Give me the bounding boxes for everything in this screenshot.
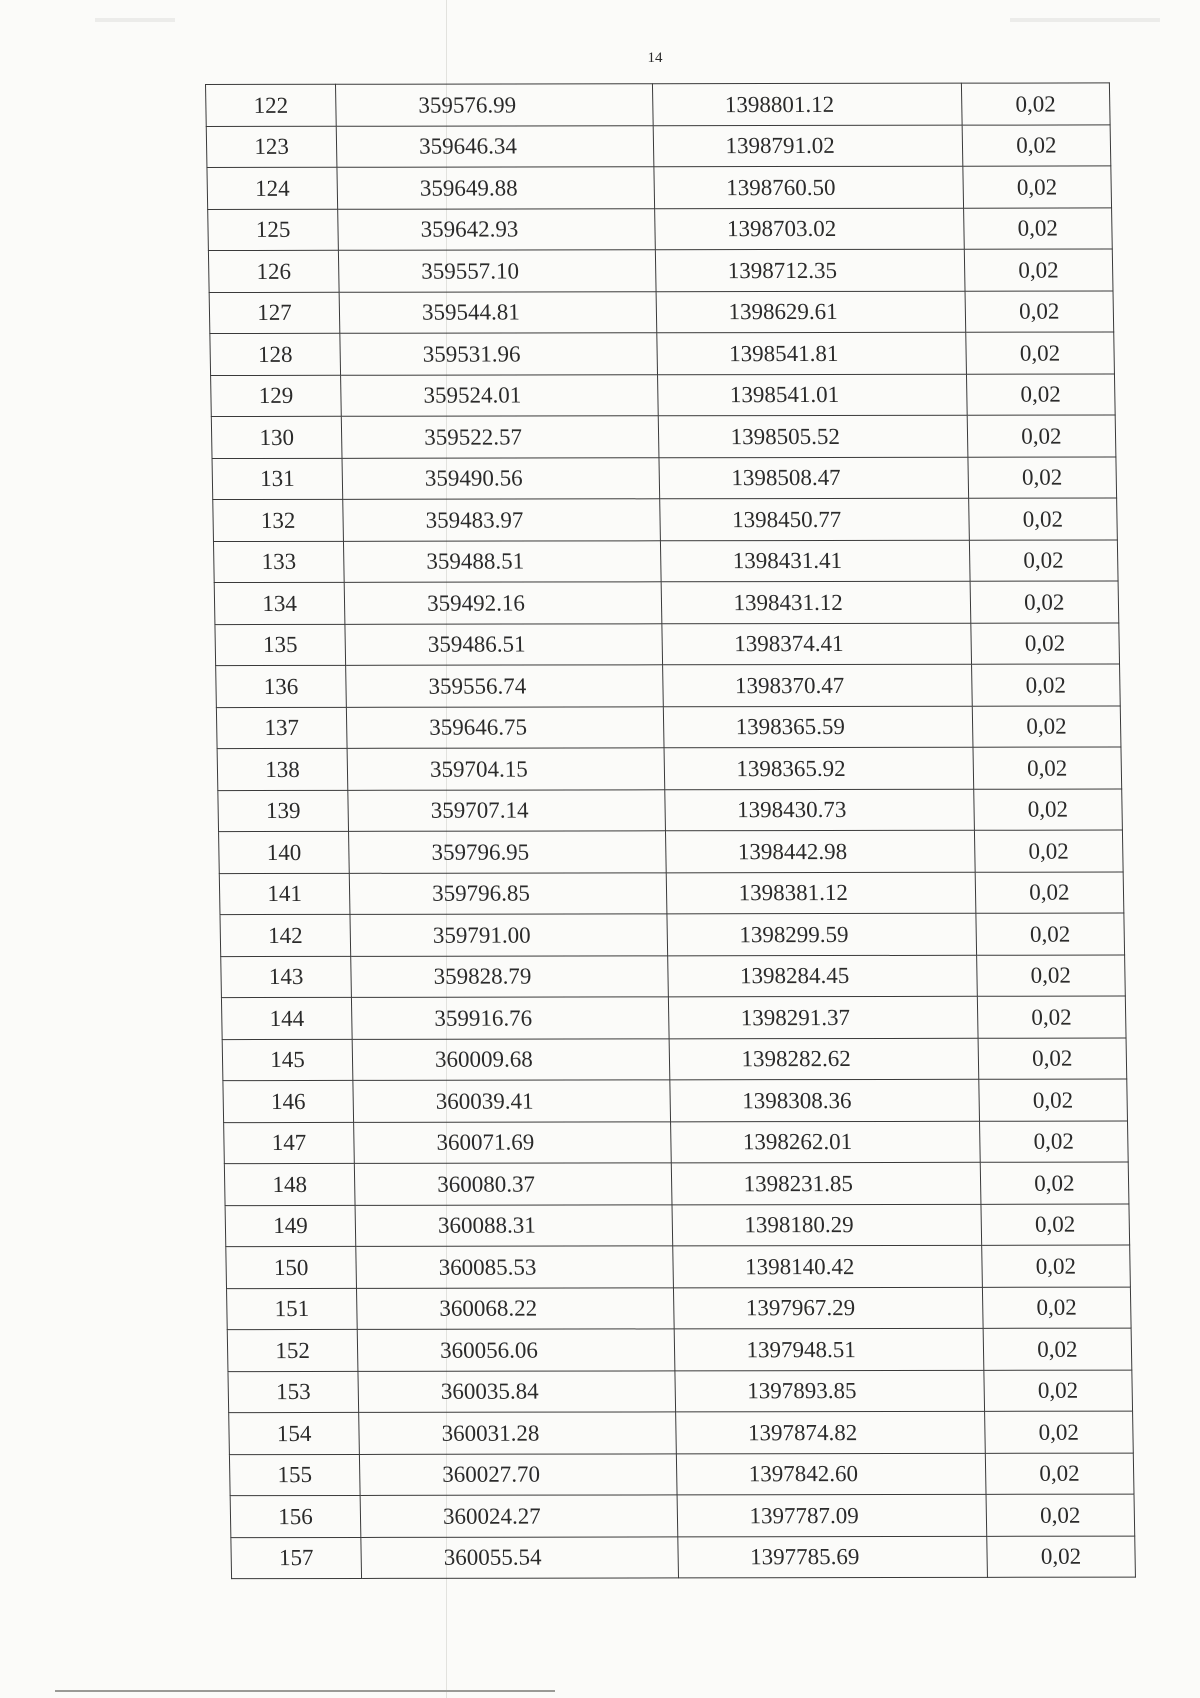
point-number-cell: 149 xyxy=(225,1205,356,1247)
y-coordinate-cell: 1398431.41 xyxy=(660,540,970,582)
point-number-cell: 155 xyxy=(229,1454,360,1496)
table-row xyxy=(207,166,1112,209)
table-row xyxy=(211,415,1116,458)
error-cell: 0,02 xyxy=(981,1204,1130,1246)
table-row xyxy=(220,913,1125,956)
y-coordinate-cell: 1398541.81 xyxy=(656,332,966,374)
error-cell: 0,02 xyxy=(980,1162,1129,1204)
table-row xyxy=(228,1370,1133,1413)
table-row xyxy=(210,332,1115,375)
error-cell: 0,02 xyxy=(965,332,1114,374)
point-number-cell: 157 xyxy=(231,1537,362,1579)
error-cell: 0,02 xyxy=(978,1038,1127,1080)
error-cell: 0,02 xyxy=(965,290,1114,332)
error-cell: 0,02 xyxy=(962,124,1111,166)
x-coordinate-cell: 360068.22 xyxy=(357,1287,674,1329)
table-row xyxy=(227,1328,1132,1371)
x-coordinate-cell: 359916.76 xyxy=(351,997,668,1039)
x-coordinate-cell: 360035.84 xyxy=(358,1370,675,1412)
error-cell: 0,02 xyxy=(971,664,1120,706)
error-cell: 0,02 xyxy=(986,1494,1135,1536)
y-coordinate-cell: 1398801.12 xyxy=(652,83,962,125)
table-row xyxy=(229,1453,1134,1496)
point-number-cell: 141 xyxy=(219,873,350,915)
error-cell: 0,02 xyxy=(978,1079,1127,1121)
point-number-cell: 144 xyxy=(221,997,352,1039)
table-row xyxy=(223,1079,1128,1122)
table-row xyxy=(216,705,1121,748)
table-row xyxy=(230,1494,1135,1537)
y-coordinate-cell: 1397874.82 xyxy=(675,1411,985,1453)
x-coordinate-cell: 359522.57 xyxy=(341,416,658,458)
point-number-cell: 145 xyxy=(222,1039,353,1081)
error-cell: 0,02 xyxy=(976,955,1125,997)
x-coordinate-cell: 360080.37 xyxy=(354,1163,671,1205)
x-coordinate-cell: 360024.27 xyxy=(360,1495,677,1537)
point-number-cell: 127 xyxy=(209,292,340,334)
y-coordinate-cell: 1398284.45 xyxy=(667,955,977,997)
x-coordinate-cell: 359524.01 xyxy=(341,374,658,416)
y-coordinate-cell: 1398140.42 xyxy=(672,1245,982,1287)
coordinates-table xyxy=(205,82,1136,1579)
x-coordinate-cell: 359557.10 xyxy=(338,250,655,292)
y-coordinate-cell: 1397893.85 xyxy=(674,1370,984,1412)
y-coordinate-cell: 1398629.61 xyxy=(656,291,966,333)
point-number-cell: 156 xyxy=(230,1495,361,1537)
y-coordinate-cell: 1398760.50 xyxy=(653,166,963,208)
x-coordinate-cell: 359796.85 xyxy=(349,872,666,914)
table-row xyxy=(208,249,1113,292)
point-number-cell: 132 xyxy=(213,499,344,541)
point-number-cell: 131 xyxy=(212,458,343,500)
x-coordinate-cell: 359642.93 xyxy=(338,208,655,250)
table-row xyxy=(219,830,1124,873)
point-number-cell: 142 xyxy=(220,914,351,956)
x-coordinate-cell: 359646.34 xyxy=(336,125,653,167)
x-coordinate-cell: 360088.31 xyxy=(355,1204,672,1246)
point-number-cell: 147 xyxy=(224,1122,355,1164)
point-number-cell: 134 xyxy=(214,582,345,624)
point-number-cell: 139 xyxy=(218,790,349,832)
y-coordinate-cell: 1398541.01 xyxy=(657,374,967,416)
point-number-cell: 146 xyxy=(223,1080,354,1122)
table-row xyxy=(215,622,1120,665)
error-cell: 0,02 xyxy=(974,830,1123,872)
x-coordinate-cell: 359707.14 xyxy=(348,789,665,831)
x-coordinate-cell: 360027.70 xyxy=(359,1453,676,1495)
error-cell: 0,02 xyxy=(972,705,1121,747)
y-coordinate-cell: 1398508.47 xyxy=(658,457,968,499)
y-coordinate-cell: 1398282.62 xyxy=(669,1038,979,1080)
y-coordinate-cell: 1398291.37 xyxy=(668,996,978,1038)
x-coordinate-cell: 359791.00 xyxy=(350,914,667,956)
y-coordinate-cell: 1397785.69 xyxy=(677,1536,987,1578)
point-number-cell: 129 xyxy=(211,375,342,417)
x-coordinate-cell: 359576.99 xyxy=(336,84,653,126)
table-row xyxy=(224,1162,1129,1205)
y-coordinate-cell: 1398231.85 xyxy=(671,1162,981,1204)
point-number-cell: 150 xyxy=(226,1246,357,1288)
x-coordinate-cell: 360056.06 xyxy=(357,1329,674,1371)
x-coordinate-cell: 359486.51 xyxy=(345,623,662,665)
error-cell: 0,02 xyxy=(984,1370,1133,1412)
point-number-cell: 133 xyxy=(213,541,344,583)
point-number-cell: 154 xyxy=(229,1412,360,1454)
point-number-cell: 125 xyxy=(208,209,339,251)
y-coordinate-cell: 1398381.12 xyxy=(666,872,976,914)
x-coordinate-cell: 359544.81 xyxy=(339,291,656,333)
x-coordinate-cell: 359649.88 xyxy=(337,167,654,209)
point-number-cell: 130 xyxy=(211,416,342,458)
point-number-cell: 140 xyxy=(219,831,350,873)
point-number-cell: 122 xyxy=(206,84,337,126)
table-row xyxy=(221,955,1126,998)
x-coordinate-cell: 359646.75 xyxy=(346,706,663,748)
error-cell: 0,02 xyxy=(964,249,1113,291)
y-coordinate-cell: 1398431.12 xyxy=(661,581,971,623)
point-number-cell: 152 xyxy=(227,1329,358,1371)
scan-artifact xyxy=(95,18,175,22)
x-coordinate-cell: 359483.97 xyxy=(343,499,660,541)
error-cell: 0,02 xyxy=(976,913,1125,955)
point-number-cell: 126 xyxy=(208,250,339,292)
y-coordinate-cell: 1397967.29 xyxy=(673,1287,983,1329)
page-number: 14 xyxy=(647,50,663,66)
y-coordinate-cell: 1397842.60 xyxy=(676,1453,986,1495)
table-row xyxy=(214,581,1119,624)
table-row xyxy=(224,1121,1129,1164)
error-cell: 0,02 xyxy=(983,1328,1132,1370)
error-cell: 0,02 xyxy=(975,872,1124,914)
table-row xyxy=(213,539,1118,582)
point-number-cell: 137 xyxy=(216,707,347,749)
point-number-cell: 151 xyxy=(227,1288,358,1330)
x-coordinate-cell: 359488.51 xyxy=(344,540,661,582)
coordinates-table-body xyxy=(206,83,1136,1579)
error-cell: 0,02 xyxy=(967,415,1116,457)
error-cell: 0,02 xyxy=(985,1453,1134,1495)
y-coordinate-cell: 1398370.47 xyxy=(662,664,972,706)
x-coordinate-cell: 359796.95 xyxy=(349,831,666,873)
point-number-cell: 135 xyxy=(215,624,346,666)
table-row xyxy=(213,498,1118,541)
y-coordinate-cell: 1398505.52 xyxy=(658,415,968,457)
error-cell: 0,02 xyxy=(979,1121,1128,1163)
y-coordinate-cell: 1398703.02 xyxy=(654,208,964,250)
y-coordinate-cell: 1397787.09 xyxy=(677,1494,987,1536)
y-coordinate-cell: 1398365.59 xyxy=(663,706,973,748)
point-number-cell: 136 xyxy=(216,665,347,707)
table-row xyxy=(225,1204,1130,1247)
table-row xyxy=(227,1287,1132,1330)
error-cell: 0,02 xyxy=(961,83,1110,125)
error-cell: 0,02 xyxy=(982,1287,1131,1329)
y-coordinate-cell: 1397948.51 xyxy=(674,1328,984,1370)
y-coordinate-cell: 1398308.36 xyxy=(669,1079,979,1121)
bottom-rule xyxy=(55,1690,555,1692)
error-cell: 0,02 xyxy=(963,166,1112,208)
x-coordinate-cell: 359828.79 xyxy=(351,955,668,997)
y-coordinate-cell: 1398442.98 xyxy=(665,830,975,872)
x-coordinate-cell: 359704.15 xyxy=(347,748,664,790)
error-cell: 0,02 xyxy=(970,581,1119,623)
error-cell: 0,02 xyxy=(969,539,1118,581)
x-coordinate-cell: 359490.56 xyxy=(342,457,659,499)
error-cell: 0,02 xyxy=(984,1411,1133,1453)
point-number-cell: 124 xyxy=(207,167,338,209)
table-row xyxy=(231,1536,1136,1579)
error-cell: 0,02 xyxy=(973,789,1122,831)
table-row xyxy=(217,747,1122,790)
y-coordinate-cell: 1398374.41 xyxy=(661,623,971,665)
y-coordinate-cell: 1398712.35 xyxy=(655,249,965,291)
error-cell: 0,02 xyxy=(968,498,1117,540)
error-cell: 0,02 xyxy=(977,996,1126,1038)
x-coordinate-cell: 360085.53 xyxy=(356,1246,673,1288)
x-coordinate-cell: 360055.54 xyxy=(361,1536,678,1578)
error-cell: 0,02 xyxy=(973,747,1122,789)
y-coordinate-cell: 1398365.92 xyxy=(664,747,974,789)
point-number-cell: 138 xyxy=(217,748,348,790)
table-row xyxy=(221,996,1126,1039)
table-row xyxy=(219,872,1124,915)
table-row xyxy=(229,1411,1134,1454)
table-row xyxy=(211,373,1116,416)
x-coordinate-cell: 360039.41 xyxy=(353,1080,670,1122)
point-number-cell: 148 xyxy=(224,1163,355,1205)
y-coordinate-cell: 1398262.01 xyxy=(670,1121,980,1163)
table-row xyxy=(222,1038,1127,1081)
point-number-cell: 153 xyxy=(228,1371,359,1413)
table-row xyxy=(216,664,1121,707)
table-row xyxy=(212,456,1117,499)
y-coordinate-cell: 1398299.59 xyxy=(666,913,976,955)
point-number-cell: 128 xyxy=(210,333,341,375)
x-coordinate-cell: 359556.74 xyxy=(346,665,663,707)
error-cell: 0,02 xyxy=(963,207,1112,249)
y-coordinate-cell: 1398180.29 xyxy=(672,1204,982,1246)
point-number-cell: 123 xyxy=(206,126,337,168)
table-row xyxy=(218,789,1123,832)
table-row xyxy=(206,83,1111,126)
y-coordinate-cell: 1398450.77 xyxy=(659,498,969,540)
error-cell: 0,02 xyxy=(968,456,1117,498)
x-coordinate-cell: 360009.68 xyxy=(352,1038,669,1080)
error-cell: 0,02 xyxy=(981,1245,1130,1287)
point-number-cell: 143 xyxy=(221,956,352,998)
error-cell: 0,02 xyxy=(986,1536,1135,1578)
x-coordinate-cell: 360031.28 xyxy=(359,1412,676,1454)
scan-artifact xyxy=(1010,18,1160,22)
table-row xyxy=(208,207,1113,250)
x-coordinate-cell: 359492.16 xyxy=(344,582,661,624)
x-coordinate-cell: 360071.69 xyxy=(354,1121,671,1163)
y-coordinate-cell: 1398791.02 xyxy=(653,125,963,167)
error-cell: 0,02 xyxy=(966,373,1115,415)
error-cell: 0,02 xyxy=(971,622,1120,664)
x-coordinate-cell: 359531.96 xyxy=(340,333,657,375)
table-row xyxy=(226,1245,1131,1288)
table-row xyxy=(209,290,1114,333)
y-coordinate-cell: 1398430.73 xyxy=(664,789,974,831)
table-row xyxy=(206,124,1111,167)
